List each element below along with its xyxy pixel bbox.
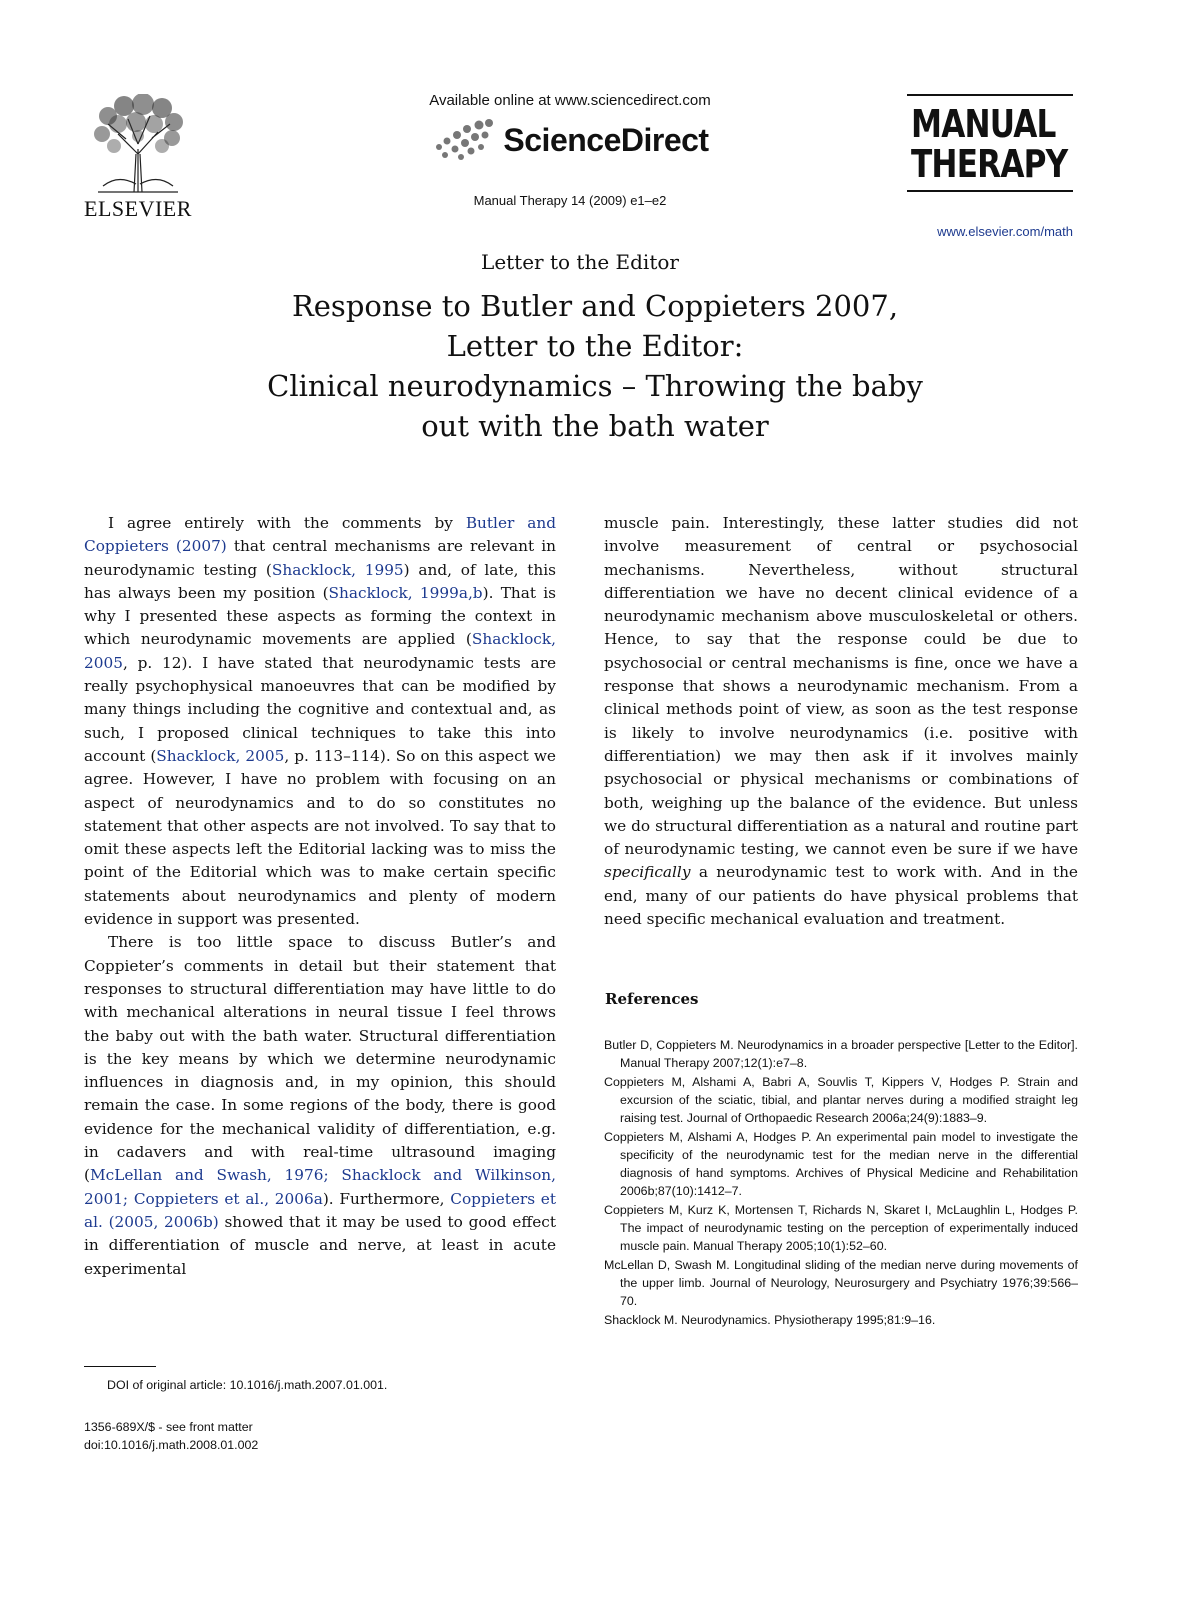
reference-item: Coppieters M, Alshami A, Hodges P. An experimental pain model to investigate the specificity of the neurodynamic test for the median nerve in the differential diagnosis of hand symptoms. Archives of Physical Medicine and Rehabilitation 2006b;87(10):1412–7. <box>604 1130 1078 1198</box>
paragraph-text: There is too little space to discuss Butler’s and Coppieter’s comments in detail but their statement that responses to structural differentiation may have little to do with mechanical alterations in neural tissue I feel throws the baby out with the bath water. Structural differentiation is the key means by which we determine neurodynamic influences in diagnosis and, in my opinion, this should remain the case. In some regions of the body, there is good evidence for the mechanical validity of differentiation, e.g. in cadavers and with real-time ultrasound imaging ( <box>84 933 556 1185</box>
article-identifiers <box>84 1418 258 1454</box>
paragraph-text: , p. 12). I have stated that neurodynamic tests are really psychophysical manoeuvres that can be modified by many things including the cognitive and contextual and, as such, I proposed clinical techniques to take this into account ( <box>84 653 556 765</box>
title-line: out with the bath water <box>421 409 769 443</box>
citation-link[interactable]: Shacklock, 1999a,b <box>328 583 483 602</box>
paragraph-text: I agree entirely with the comments by <box>108 514 466 532</box>
citation-link[interactable]: Coppieters et al. (2005, 2006b) <box>84 1189 556 1231</box>
paragraph-text: ). That is why I presented these aspects as forming the context in which neurodynamic movements are applied ( <box>84 583 557 649</box>
logo-rule-bottom <box>907 190 1073 192</box>
sciencedirect-wordmark: ScienceDirect <box>503 121 709 158</box>
title-line: Letter to the Editor: <box>446 329 744 363</box>
citation-link[interactable]: McLellan and Swash, 1976; Shacklock and Wilkinson, 2001; Coppieters et al., 2006a <box>84 1166 556 1208</box>
paragraph-text: ). Furthermore, <box>322 1189 451 1208</box>
citation-link[interactable]: Butler and Coppieters (2007) <box>84 514 556 556</box>
elsevier-logo <box>82 94 194 222</box>
sciencedirect-header <box>340 92 800 208</box>
body-column-left <box>84 512 556 1281</box>
journal-logo-line2: THERAPY <box>911 142 1068 186</box>
title-line: Clinical neurodynamics – Throwing the baby <box>267 369 923 403</box>
journal-logo-text <box>911 102 1068 186</box>
references-list <box>604 1036 1078 1330</box>
paragraph-text: , p. 113–114). So on this aspect we agree. However, I have no problem with focusing on an aspect of neurodynamics and to do so constitutes no statement that other aspects are not involved. To say that to omit these aspects left the Editorial lacking was to miss the point of the Editorial which was to make certain specific statements about neurodynamics and plenty of modern evidence in support was presented. <box>84 746 556 929</box>
article-title <box>0 286 1190 446</box>
journal-url-link[interactable]: www.elsevier.com/math <box>937 224 1073 239</box>
reference-item: Shacklock M. Neurodynamics. Physiotherapy 1995;81:9–16. <box>604 1313 936 1327</box>
footnote-rule <box>84 1366 156 1367</box>
journal-citation: Manual Therapy 14 (2009) e1–e2 <box>473 193 667 208</box>
references-heading: References <box>605 990 699 1008</box>
paragraph-text: showed that it may be used to good effect in differentiation of muscle and nerve, at least in acute experimental <box>84 1212 556 1278</box>
reference-item: Butler D, Coppieters M. Neurodynamics in a broader perspective [Letter to the Editor]. Manual Therapy 2007;12(1):e7–8. <box>604 1038 1078 1070</box>
journal-logo <box>907 94 1073 192</box>
sciencedirect-dots-icon <box>431 117 497 163</box>
paragraph-text: that central mechanisms are relevant in neurodynamic testing ( <box>84 537 556 579</box>
title-line: Response to Butler and Coppieters 2007, <box>291 289 899 323</box>
paragraph-text: muscle pain. Interestingly, these latter studies did not involve measurement of central or psychosocial mechanisms. Nevertheless, without structural differentiation we have no decent clinical evidence of a neurodynamic mechanism above musculoskeletal or others. Hence, to say that the response could be due to psychosocial or central mechanisms is fine, once we have a response that shows a neurodynamic mechanism. From a clinical methods point of view, as soon as the test response is likely to involve neurodynamics (i.e. positive with differentiation) we may then ask if it involves mainly psychosocial or physical mechanisms or combinations of both, weighing up the balance of the evidence. But unless we do structural differentiation as a natural and routine part of neurodynamic testing, we cannot even be sure if we have <box>604 514 1078 859</box>
logo-rule-top <box>907 94 1073 96</box>
citation-link[interactable]: Shacklock, 2005 <box>156 746 285 765</box>
body-paragraph <box>84 931 556 1280</box>
article-type: Letter to the Editor <box>481 250 679 274</box>
publisher-name: ELSEVIER <box>84 196 192 221</box>
paragraph-text: ) and, of late, this has always been my position ( <box>84 560 556 602</box>
sciencedirect-logo <box>340 117 800 163</box>
citation-link[interactable]: Shacklock, 1995 <box>271 560 404 579</box>
reference-item: Coppieters M, Alshami A, Babri A, Souvlis T, Kippers V, Hodges P. Strain and excursion of the sciatic, tibial, and plantar nerves during a modified straight leg raising test. Journal of Orthopaedic Research 2006a;24(9):1883–9. <box>604 1075 1078 1125</box>
body-paragraph <box>84 512 556 931</box>
reference-item: Coppieters M, Kurz K, Mortensen T, Richards N, Skaret I, McLaughlin L, Hodges P. The impact of neurodynamic testing on the perception of experimentally induced muscle pain. Manual Therapy 2005;10(1):52–60. <box>604 1203 1078 1253</box>
emphasis-text: specifically <box>604 863 691 882</box>
footnote: DOI of original article: 10.1016/j.math.2007.01.001. <box>107 1378 388 1392</box>
body-paragraph <box>604 512 1078 931</box>
paragraph-text: a neurodynamic test to work with. And in the end, many of our patients do have physical problems that need specific mechanical evaluation and treatment. <box>604 863 1078 929</box>
body-column-right <box>604 512 1078 931</box>
citation-link[interactable]: Shacklock, 2005 <box>84 630 556 672</box>
reference-item: McLellan D, Swash M. Longitudinal sliding of the median nerve during movements of the upper limb. Journal of Neurology, Neurosurgery and Psychiatry 1976;39:566–70. <box>604 1258 1078 1308</box>
available-online-text: Available online at www.sciencedirect.com <box>429 92 711 109</box>
elsevier-tree-icon <box>88 94 188 194</box>
issn-line: 1356-689X/$ - see front matter <box>84 1420 253 1434</box>
journal-logo-line1: MANUAL <box>911 102 1056 146</box>
doi-line: doi:10.1016/j.math.2008.01.002 <box>84 1438 259 1452</box>
